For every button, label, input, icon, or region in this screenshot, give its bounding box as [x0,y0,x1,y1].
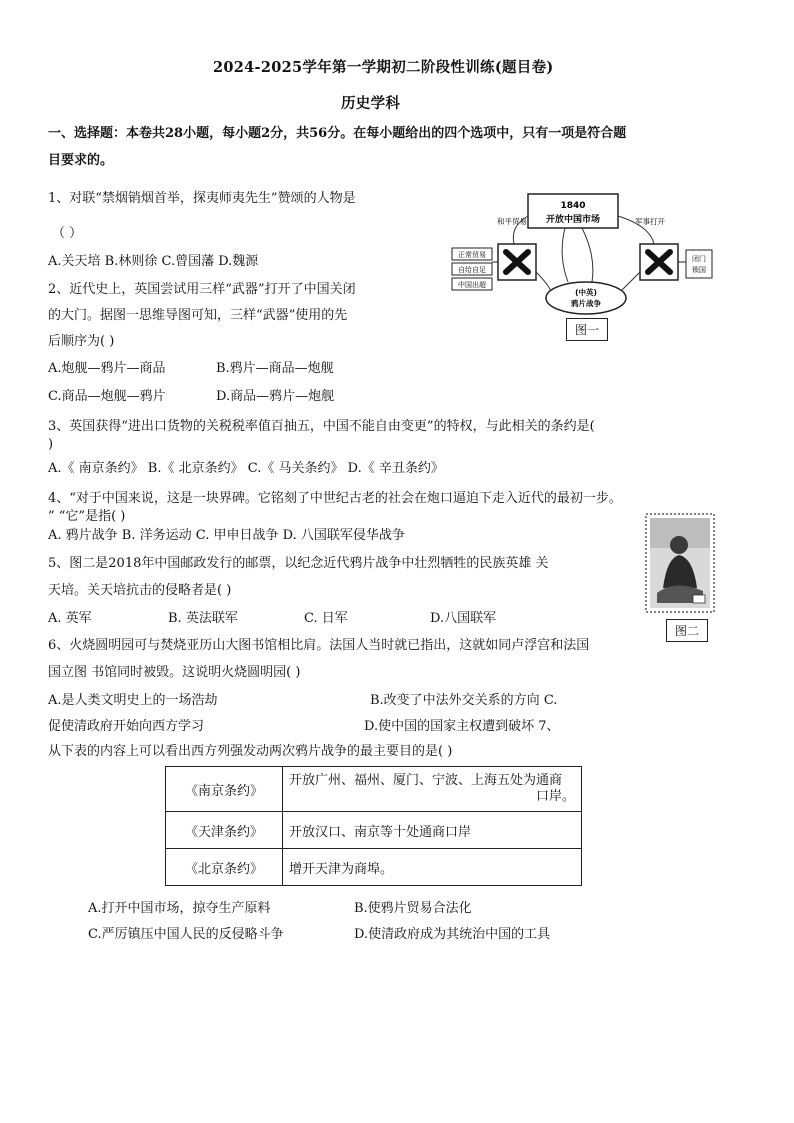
q4-line1: 4、“对于中国来说，这是一块界碑。它铭刻了中世纪古老的社会在炮口逼迫下走入近代的最初一步。 [48,491,622,506]
table-cell-content-line1: 开放广州、福州、厦门、宁波、上海五处为通商 [289,773,563,788]
q2-option-b: B.鸦片—商品—炮舰 [216,361,334,376]
page-title: 2024-2025学年第一学期初二阶段性训练(题目卷) [213,59,554,76]
figure1-top-line1: 1840 [560,201,586,211]
q2-line2: 的大门。据图一思维导图可知，三样“武器”使用的先 [48,308,348,323]
figure1-top-line2: 开放中国市场 [545,215,601,225]
section-instructions-line2: 目要求的。 [48,153,114,168]
q7-treaty-table [165,766,582,886]
q5-option-c: C. 日军 [304,611,348,626]
q4-options: A. 鸦片战争 B. 洋务运动 C. 甲申日战争 D. 八国联军侵华战争 [48,528,405,543]
q5-line2: 天培。关天培抗击的侵略者是( ) [48,583,232,598]
table-cell-treaty: 《北京条约》 [166,849,283,886]
q6-option-c: 促使清政府开始向西方学习 [48,719,205,734]
q3-line2: ) [48,437,54,452]
subject-title: 历史学科 [341,95,401,112]
table-row [166,767,582,812]
table-cell-content: 开放汉口、南京等十处通商口岸 [283,812,582,849]
q5-option-b: B. 英法联军 [168,611,238,626]
table-cell-content-line2: 口岸。 [535,789,575,804]
q1-options: A.关天培 B.林则徐 C.曾国藩 D.魏源 [48,254,259,269]
q2-line3: 后顺序为( ) [48,334,115,349]
figure1-left-item-1: 正常贸易 [458,251,486,259]
q7-option-b: B.使鸦片贸易合法化 [354,901,472,916]
figure1-oval-line1: (中英) [575,288,597,297]
table-cell-content: 增开天津为商埠。 [283,849,582,886]
q6-line1: 6、火烧圆明园可与焚烧亚历山大图书馆相比肩。法国人当时就已指出，这就如同卢浮宫和法国 [48,638,590,653]
q6-line2: 国立图 书馆同时被毁。这说明火烧圆明园( ) [48,665,301,680]
q5-option-d: D.八国联军 [430,611,497,626]
figure1-right-arrow-text: 军事打开 [635,217,665,226]
table-cell-treaty: 《天津条约》 [166,812,283,849]
figure1-right-item-2: 锁国 [692,266,706,274]
q6-option-b: B.改变了中法外交关系的方向 C. [370,693,558,708]
q3-options: A.《 南京条约》 B.《 北京条约》 C.《 马关条约》 D.《 辛丑条约》 [48,461,444,476]
q7-option-d: D.使清政府成为其统治中国的工具 [354,927,551,942]
table-row [166,849,582,886]
q5-option-a: A. 英军 [48,611,92,626]
q7-option-a: A.打开中国市场，掠夺生产原料 [88,901,271,916]
figure1-oval-line2: 鸦片战争 [571,299,601,308]
figure1-right-item-1: 闭门 [692,255,706,263]
q1-blank: （ ） [52,226,83,241]
table-cell-content [283,767,582,812]
q4-line2: ” “它”是指( ) [48,509,126,524]
table-row [166,812,582,849]
q6-option-a: A.是人类文明史上的一场浩劫 [48,693,218,708]
figure1-label: 图一 [566,318,608,341]
figure2-label: 图二 [666,619,708,642]
section-instructions-line1: 一、选择题：本卷共28小题，每小题2分，共56分。在每小题给出的四个选项中，只有一项是符合题 [48,126,627,141]
q7-option-c: C.严厉镇压中国人民的反侵略斗争 [88,927,284,942]
figure2-stamp-image [645,513,715,613]
q5-line1: 5、图二是2018年中国邮政发行的邮票，以纪念近代鸦片战争中壮烈牺牲的民族英雄 关 [48,556,549,571]
figure1-left-item-3: 中国出超 [458,281,486,289]
q2-option-a: A.炮舰—鸦片—商品 [48,361,166,376]
figure1-left-item-2: 自给自足 [458,266,486,274]
table-cell-treaty: 《南京条约》 [166,767,283,812]
q6-option-d: D.使中国的国家主权遭到破坏 7、 [364,719,560,734]
q2-option-d: D.商品—鸦片—炮舰 [216,389,335,404]
q2-option-c: C.商品—炮舰—鸦片 [48,389,166,404]
q3-line1: 3、英国获得“进出口货物的关税税率值百抽五，中国不能自由变更”的特权，与此相关的条约是( [48,419,595,434]
q7-stem: 从下表的内容上可以看出西方列强发动两次鸦片战争的最主要目的是( ) [48,744,453,759]
q2-line1: 2、近代史上，英国尝试用三样“武器”打开了中国关闭 [48,282,356,297]
q1-stem: 1、对联“禁烟销烟首举，探夷师夷先生”赞颂的人物是 [48,191,356,206]
figure1-left-arrow-text: 和平贸易 [497,217,527,226]
